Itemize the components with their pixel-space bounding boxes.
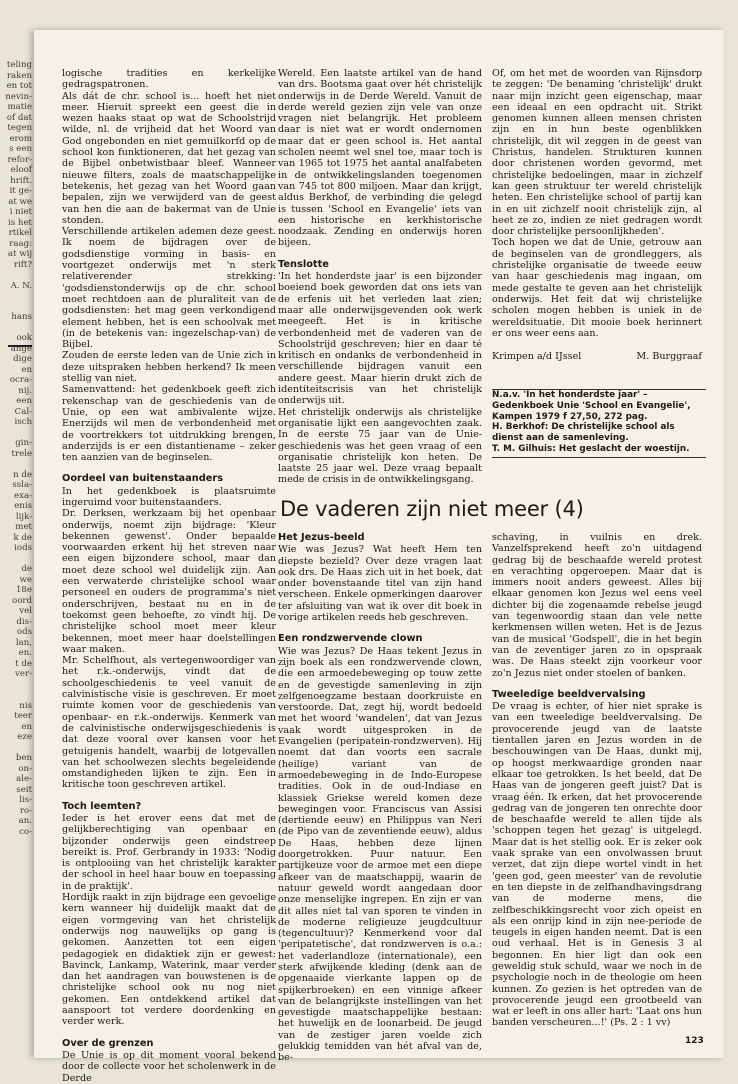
book-info-line: Kampen 1979 f 27,50, 272 pag. [492,411,648,422]
previous-page-fragment: matie [7,102,32,112]
previous-page-fragment: t de [15,658,32,669]
section-heading: Over de grenzen [62,1037,154,1049]
previous-page-fragment: lis- [19,795,32,805]
paragraph: Of, om het met de woorden van Rijnsdorp te zeggen: 'De benaming 'christelijk' drukt naar mijn inzicht geen eigenschap, maar een ideaal en een opdracht uit. Strikt genomen kunnen alleen mensen christen zijn en in hun beste ogenblikken christelijk, dit wil zeggen in de geest van Christus, handelen. Strukturen kunnen door christenen worden gevormd, met christelijke bedoelingen, maar in zichzelf kan geen struktuur ter wereld christelijk heten. Een christelijke school of partij kan in en uit zichzelf nooit christelijk zijn, al heet ze zo, indien ze niet gedragen wordt door christelijke persoonlijkheden'. [492,68,702,238]
paragraph: Als dát de chr. school is... hoeft het niet meer. Hieruit spreekt een geest die in wezen haaks staat op wat de Schoolstrijd wilde, nl. de vrijheid dat het Woord van God ongebonden en niet gemuilkorfd op de school kon funktioneren, dat het gezag van de Bijbel onbetwistbaar bleef. Wanneer nieuwe filters, zoals de maatschappelijke betekenis, het gezag van het Woord gaan bepalen, zijn we verwijderd van de geest van hen die aan de bakermat van de Unie stonden. [62,90,276,226]
section-heading: Toch leemten? [62,800,142,812]
column-2 [278,68,482,488]
previous-page-fragment: met [15,522,32,532]
previous-page-fragment: trele [11,448,32,459]
previous-page-fragment: raken [6,70,32,81]
paragraph: Wie was Jezus? Wat heeft Hem ten diepste bezield? Over deze vragen laat ook drs. De Haas zich uit in het boek, dat onder bovenstaande titel van zijn hand verscheen. Enkele opmerkingen daarover ter afsluiting van wat ik over dit boek in vorige artikelen reeds heb geschreven. [278,544,482,624]
previous-page-fragment [0,302,32,313]
paragraph: Samenvattend: het gedenkboek geeft zich rekenschap van de geschiedenis van de Unie, op een wat ambivalente wijze. Enerzijds wil men de verbondenheid met de voortrekkers tot uitdrukking brengen, anderzijds is er een distantiename – zeker ten aanzien van de beginselen. [62,384,276,464]
previous-page-fragment [0,743,32,754]
paragraph: Toch hopen we dat de Unie, getrouw aan de beginselen van de grondleggers, als christelijke organisatie de tweede eeuw van haar geschiedenis mag ingaan, om mede gestalte te geven aan het christelijk onderwijs. Het feit dat wij christelijke scholen mogen hebben is uniek in de wereldsituatie. Dit mooie boek herinnert er ons weer eens aan. [492,237,702,339]
previous-page-fragment [0,690,32,701]
previous-page-fragment: lijk- [15,511,32,522]
paragraph: logische tradities en kerkelijke gedragspatronen. [62,68,276,91]
section-heading: Oordeel van buitenstaanders [62,473,224,485]
previous-page-fragment: i niet [9,207,32,217]
book-info-line: H. Berkhof: De christelijke school als dienst aan de samenleving. [492,422,675,444]
previous-page-fragment: de [21,564,32,574]
previous-page-fragment: seit [16,784,32,795]
previous-page-fragment: rift? [13,259,32,270]
paragraph: Verschillende artikelen ademen deze geest. Ik noem de bijdragen over de godsdienstige vorming in basis- en voortgezet onderwijs met 'n sterk relativerender strekking: 'godsdienstonderwijs op de chr. school moet rechtdoen aan de pluraliteit van de godsdiensten: het mag geen verkondigend element hebben, het is een schoolvak met (in de betekenis van: ingezelschap-van) de Bijbel. [62,226,276,351]
page-number: 123 [685,1036,704,1046]
previous-page-fragment: it ge- [9,186,32,196]
previous-page-fragment: en. [18,648,32,658]
previous-page-fragment: an. [18,816,32,826]
book-info-line: T. M. Gilhuis: Het geslacht der woestijn. [492,443,690,454]
section-heading: Tenslotte [278,258,329,270]
previous-page-fragment: ocra- [9,375,32,385]
paragraph: Het christelijk onderwijs als christelijke organisatie lijkt een aangevochten zaak. In de eerste 75 jaar van de Unie-geschiedenis was het geen vraag of een organisatie christelijk kon heten. De laatste 25 jaar wel. Deze vraag bepaalt mede de crisis in de ontwikkelingsgang. [278,406,482,486]
column-1 [62,68,276,1084]
previous-page-fragment: ange [10,343,32,354]
previous-page-fragment: 18e [15,585,32,595]
previous-page-fragment: enis [14,501,32,511]
previous-page-fragment: ale- [16,774,32,784]
author: M. Burggraaf [636,351,702,363]
previous-page-fragment [0,270,32,281]
paragraph: Ieder is het erover eens dat met de gelijkberechtiging van openbaar en bijzonder onderwijs geen eindstreep bereikt is. Prof. Gerbrandy in 1933: 'Nodig is ontplooiing van het christelijk karakter der school in heel haar bouw en toepassing in de praktijk'. [62,813,276,892]
previous-page-fragment: eze [17,732,32,742]
previous-page-fragment: Cal- [14,406,32,417]
previous-page-fragment: eloof [10,165,32,175]
previous-page-fragment: dis- [16,616,32,627]
previous-page-fragment: tegen [7,123,32,133]
previous-page-fragment: erom [9,133,32,144]
previous-page-fragment: ods [16,627,32,637]
previous-page-fragment: k de [13,532,32,543]
previous-page-fragment: ssla- [12,480,32,490]
signature-line [492,351,702,362]
column-3-lower [492,532,702,1029]
section-heading: Tweeledige beeldvervalsing [492,688,646,700]
previous-page-fragment: en [21,364,32,375]
previous-page-fragment: ben [15,753,32,763]
previous-page-fragment: nij. [18,385,32,396]
previous-page-rule [8,345,32,347]
book-info-line: N.a.v. 'In het honderdste jaar' – Gedenkboek Unie 'School en Evangelie', [492,390,691,411]
paragraph: In het gedenkboek is plaatsruimte ingeruimd voor buitenstaanders. [62,485,276,508]
previous-page-fragment: of dat [6,112,32,123]
previous-page-fragment: s een [9,144,32,154]
previous-page-fragment: we [19,574,32,585]
previous-page-fragment: ook [16,333,32,343]
paragraph: Hordijk raakt in zijn bijdrage een gevoelige kern wanneer hij duidelijk maakt dat de eigen vormgeving van het christelijk onderwijs nog nauwelijks op gang is gekomen. Aanzetten tot een eigen pedagogiek en didaktiek zijn er gewest: Bavinck, Lankamp, Waterink, maar verder dan het aandragen van bouwstenen is de christelijke school ook nu nog niet gekomen. Een ontdekkend artikel dat aanspoort tot verdere doordenking en verder werk. [62,892,276,1028]
previous-page-fragment: en [21,721,32,732]
previous-page-fragment: lan, [15,637,32,648]
previous-page-fragment: nis [19,700,32,711]
previous-page-fragment: n de [13,469,32,480]
previous-page-fragment: at wij [7,249,32,259]
previous-page-fragment: hrift. [10,175,32,186]
previous-page-fragment: dige [13,354,32,364]
paragraph: schaving, in vuilnis en drek. Vanzelfsprekend heeft zo'n uitdagend gedrag bij de beschaafde wereld protest en verachting opgeroepen. Maar dat is immers nooit anders geweest. Alles bij elkaar genomen kon Jezus wel eens veel dichter bij die zogenaamde rebelse jeugd van tegenwoordig staan dan vele nette kerkmensen willen weten. Het is de Jezus van de musical 'Godspell', die in het begin van de zeventiger jaren zo in opspraak was. De Haas steekt zijn voorkeur voor zo'n Jezus niet onder stoelen of banken. [492,532,702,679]
previous-page-fragment [0,428,32,439]
previous-page-fragment: oord [12,595,32,606]
previous-page-fragment [0,459,32,470]
previous-page-fragment: on- [18,763,32,774]
previous-page-fragment: teling [6,60,32,70]
previous-page-fragment [0,291,32,302]
paragraph: Dr. Derksen, werkzaam bij het openbaar onderwijs, noemt zijn bijdrage: 'Kleur bekennen gewenst'. Onder bepaalde voorwaarden erkent hij het streven naar een eigen bijzondere school, maar dan moet deze school wel duidelijk zijn. Aan een verwaterde christelijke school waar personeel en ouders de programma's niet onderschrijven, bestaat nu en in de toekomst geen behoefte, zo vindt hij. De christelijke school moet meer kleur bekennen, moet meer haar doelstellingen waar maken. [62,508,276,655]
previous-page-fragment: raag: [9,238,32,249]
previous-page-fragment: at we [8,196,32,207]
section-heading: Een rondzwervende clown [278,633,423,645]
paragraph: Mr. Schelfhout, als vertegenwoordiger van het r.k.-onderwijs, vindt dat de schoolgeschiedenis te veel vanuit de calvinistische visie is geschreven. Er moet ruimte komen voor de geschiedenis van openbaar- en r.k.-onderwijs. Kenmerk van de calvinistische onderwijsgeschiedenis is dat deze vooral over kansen voor het getuigenis handelt, waarbij de lotgevallen van het schoolwezen slechts begeleidende omstandigheden lijken te zijn. Een in kritische toon geschreven artikel. [62,655,276,791]
book-info [492,387,706,458]
article-headline: De vaderen zijn niet meer (4) [280,497,584,521]
previous-page-fragment: een [16,396,32,406]
previous-page-fragment: is het [8,217,32,228]
previous-page-fragment: rtikel [8,228,32,238]
paragraph: Wie was Jezus? De Haas tekent Jezus in zijn boek als een rondzwervende clown, die een armoedebeweging op touw zette en de gevestigde samenleving in zijn zelfgenoegzame bestaan doorkruiste en verstoorde. Dat, zegt hij, wordt bedoeld met het woord 'wandelen', dat van Jezus vaak wordt uitgesproken in de Evangelien (peripatein-rondzwerven). Hij noemt dat dan voorts een sacrale (heilige) variant van de armoedebeweging in de Indo-Europese tradities. Ook in de oud-Indiase en klassiek Griekse wereld komen deze bewegingen voor. Franciscus van Assisi (dertiende eeuw) en Philippus van Neri (de Pipo van de zeventiende eeuw), aldus De Haas, hebben deze lijnen doorgetrokken. Puur natuur. Een partijkeuze voor de armoe met een diepe afkeer van de maatschappij, waarin de natuur geweld wordt aangedaan door onze menselijke ingrepen. En zijn er van dit alles niet tal van sporen te vinden in de moderne religieuze jeugdcultuur (tegencultuur)? Kenmerkend voor dal 'peripatetische', dat rondzwerven is o.a.: het vaderlandloze (internationale), een sterk afwijkende kleding (denk aan de opgenaaide vierkante lappen op de spijkerbroeken) en een vinnige afkeer van de belangrijkste instellingen van het gevestigde maatschappelijke bestaan: het huwelijk en de loonarbeid. De jeugd van de zestiger jaren voelde zich gelukkig temidden van hét afval van de, be- [278,645,482,1064]
previous-page-fragment: A. N. [10,280,32,291]
previous-page-fragment: ver- [15,669,32,679]
previous-page-fragment: en tot [6,81,32,91]
previous-page-fragment: ro- [19,805,32,816]
previous-page-fragment: nevin- [5,91,32,102]
paragraph: De Unie is op dit moment vooral bekend door de collecte voor het scholenwerk in de Derde [62,1049,276,1084]
previous-page-fragment: vel [19,606,32,616]
previous-page-fragment: hans [11,312,32,322]
previous-page-fragment: teer [14,711,32,721]
paragraph: 'In het honderdste jaar' is een bijzonder boeiend boek geworden dat ons iets van de erfenis uit het verleden laat zien; maar alle onderwijsgevenden ook werk meegeeft. Het is in kritische verbondenheid met de vaderen van de Schoolstrijd geschreven; hier en daar té kritisch en ondanks de verbondenheid in verschillende bijdragen vanuit een andere geest. Maar hierin drukt zich de identiteitscrisis van het christelijk onderwijs uit. [278,271,482,407]
paragraph: Zouden de eerste leden van de Unie zich in deze uitspraken hebben herkend? Ik meen stellig van niet. [62,350,276,385]
previous-page-strip [0,60,32,1060]
previous-page-fragment: refor- [7,154,32,165]
paragraph: De vraag is echter, of hier niet sprake is van een tweeledige beeldvervalsing. De provocerende jeugd van de laatste tientallen jaren en Jezus worden in de beschouwingen van De Haas, dunkt mij, op hoogst merkwaardige gronden naar elkaar toe getrokken. Is het beeld, dat De Haas van de jongeren geeft juist? Dat is vraag één. Ik erken, dat het provocerende gedrag van de jongeren ten onrechte door de beschaafde wereld te allen tijde als 'schoppen tegen het gezag' is uitgelegd. Maar dat is het stellig ook. Er is zeker ook vaak sprake van een onvolwassen bruut verzet, dat zijn diepe wortel vindt in het 'geen god, geen meester' van de revolutie en ten diepste in de zelfhandhavingsdrang van de moderne mens, die zelfbeschikkingsrecht voor zich opeist en als een onrijp kind in zijn nee-periode de teugels in eigen handen neemt. Dat is een oud verhaal. Het is in Genesis 3 al begonnen. En hier ligt dan ook een geweldig stuk schuld, waar we noch in de psychologie noch in de theologie om heen kunnen. Zo gezien is het optreden van de provocerende jeugd een grootbeeld van wat er leeft in ons aller hart: 'Laat ons hun banden verscheuren...!' (Ps. 2 : 1 vv) [492,701,702,1029]
previous-page-fragment: gin- [15,438,32,448]
previous-page-fragment: isch [14,417,32,427]
column-2-lower [278,532,482,1064]
previous-page-fragment [0,323,32,334]
previous-page-fragment: iods [14,543,32,553]
previous-page-fragment: co- [19,826,32,837]
previous-page-fragment [0,680,32,691]
previous-page-fragment [0,554,32,565]
paragraph: Wereld. Een laatste artikel van de hand van drs. Bootsma gaat over hét christelijk onderwijs in de Derde Wereld. Vanuit de derde wereld gezien zijn vele van onze vragen niet belangrijk. Het probleem daar is niet wat er wordt ondernomen maar dat er geen school is. Het aantal scholen neemt wel snel toe, maar toch is van 1965 tot 1975 het aantal analfabeten in de ontwikkelingslanden toegenomen van 745 tot 800 miljoen. Maar dan krijgt, aldus Berkhof, de verbinding die gelegd is tussen 'School en Evangelie' iets van een historische en kerkhistorische noodzaak. Zending en onderwijs horen bijeen. [278,68,482,249]
previous-page-fragment: exa- [14,490,32,501]
divider [492,457,706,458]
section-heading: Het Jezus-beeld [278,532,365,543]
place: Krimpen a/d IJssel [492,351,582,363]
